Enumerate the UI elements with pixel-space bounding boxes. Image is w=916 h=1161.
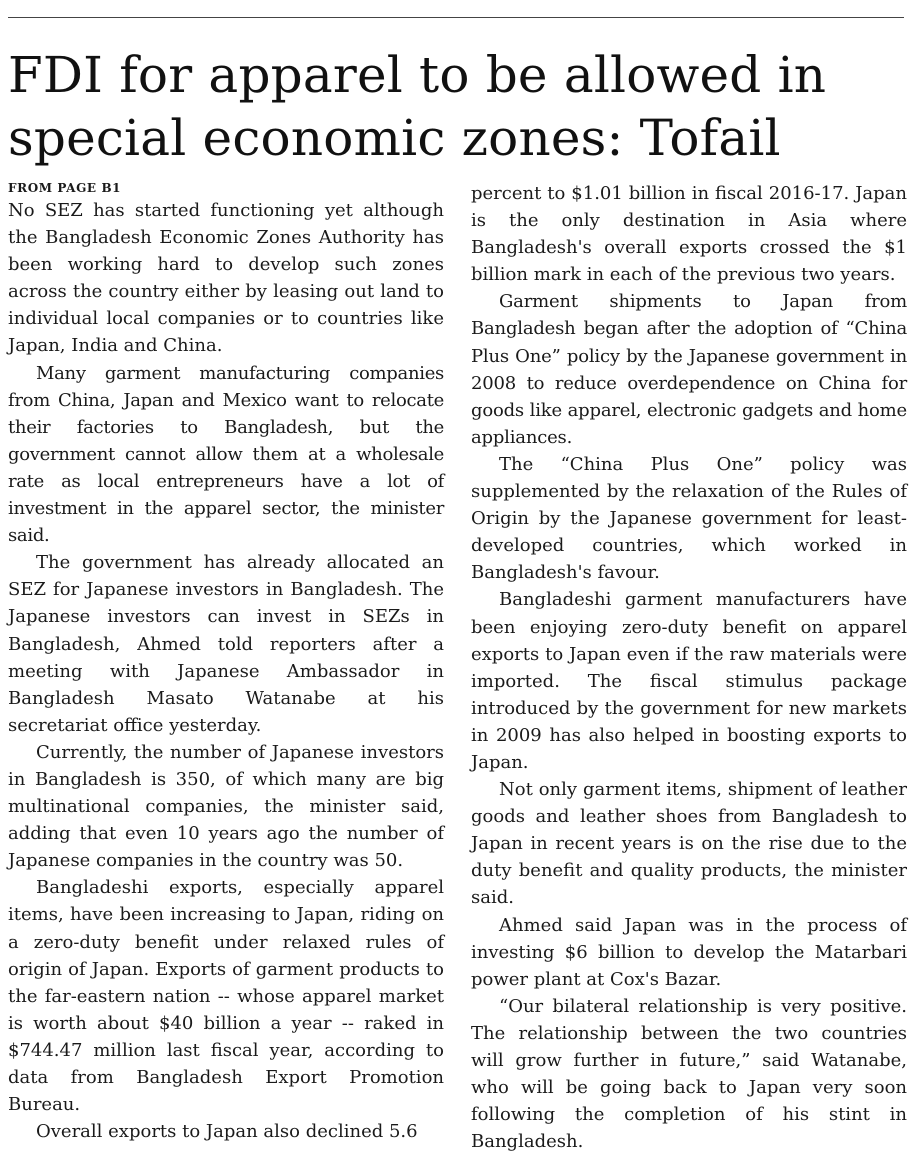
paragraph: Bangladeshi exports, especially apparel items, have been increasing to Japan, riding on a zero-duty benefit under relaxed rules of origin of Japan. Exports of garment products to the far-eastern nation -- whose apparel market is worth about $40 billion a year -- raked in $744.47 million last fiscal year, according to data from Bangladesh Export Promotion Bureau. <box>8 877 444 1116</box>
top-divider-rule <box>8 17 904 18</box>
paragraph: “Our bilateral relationship is very positive. The relationship between the two countries will grow further in future,” said Watanabe, who will be going back to Japan very soon following the completion of his stint in Bangladesh. <box>471 995 907 1153</box>
paragraph: The government has already allocated an SEZ for Japanese investors in Bangladesh. The Japanese investors can invest in SEZs in Bangladesh, Ahmed told reporters after a meeting with Japanese Ambassador in Bangladesh Masato Watanabe at his secretariat office yesterday. <box>8 552 444 736</box>
paragraph: Many garment manufacturing companies from China, Japan and Mexico want to relocate their factories to Bangladesh, but the government cannot allow them at a wholesale rate as local entrepreneurs have a lot of investment in the apparel sector, the minister said. <box>8 362 444 547</box>
paragraph: Bangladeshi garment manufacturers have been enjoying zero-duty benefit on apparel exports to Japan even if the raw materials were imported. The fiscal stimulus package introduced by the government for new markets in 2009 has also helped in boosting exports to Japan. <box>471 589 907 773</box>
article-column-right <box>471 180 907 1155</box>
paragraph: Ahmed said Japan was in the process of investing $6 billion to develop the Matarbari power plant at Cox's Bazar. <box>471 914 907 990</box>
paragraph: Currently, the number of Japanese investors in Bangladesh is 350, of which many are big multinational companies, the minister said, adding that even 10 years ago the number of Japanese companies in the country was 50. <box>8 741 444 872</box>
paragraph: The “China Plus One” policy was supplemented by the relaxation of the Rules of Origin by the Japanese government for least-developed countries, which worked in Bangladesh's favour. <box>471 453 907 584</box>
paragraph: percent to $1.01 billion in fiscal 2016-17. Japan is the only destination in Asia where Bangladesh's overall exports crossed the $1 billion mark in each of the previous two years. <box>471 183 907 286</box>
paragraph: No SEZ has started functioning yet although the Bangladesh Economic Zones Authority has been working hard to develop such zones across the country either by leasing out land to individual local companies or to countries like Japan, India and China. <box>8 200 444 357</box>
article-column-left <box>8 180 444 1145</box>
continued-from-label: FROM PAGE B1 <box>8 181 122 195</box>
paragraph: Garment shipments to Japan from Bangladesh began after the adoption of “China Plus One” policy by the Japanese government in 2008 to reduce overdependence on China for goods like apparel, electronic gadgets and home appliances. <box>471 291 907 448</box>
paragraph: Not only garment items, shipment of leather goods and leather shoes from Bangladesh to Japan in recent years is on the rise due to the duty benefit and quality products, the minister said. <box>471 779 907 909</box>
headline: FDI for apparel to be allowed in special economic zones: Tofail <box>8 46 827 167</box>
paragraph: Overall exports to Japan also declined 5.6 <box>36 1121 418 1143</box>
